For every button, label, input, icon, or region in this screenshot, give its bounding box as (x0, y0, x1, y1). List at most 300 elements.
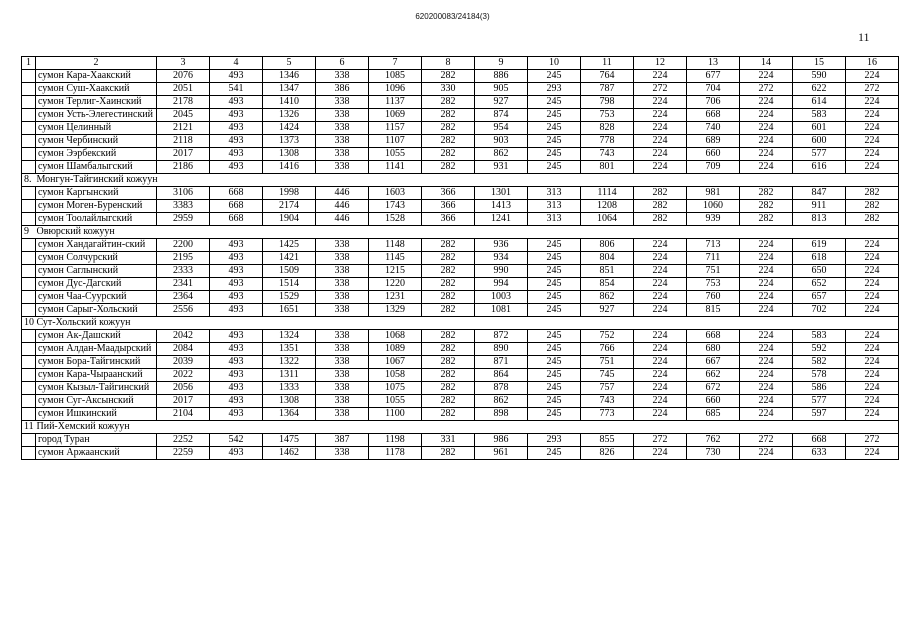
value-cell: 282 (422, 356, 475, 369)
value-cell: 1178 (369, 447, 422, 460)
value-cell: 1069 (369, 109, 422, 122)
section-row (22, 226, 899, 239)
value-cell: 245 (528, 304, 581, 317)
value-cell: 828 (581, 122, 634, 135)
value-cell: 224 (740, 161, 793, 174)
value-cell: 961 (475, 447, 528, 460)
column-number-cell: 7 (369, 57, 422, 70)
value-cell: 657 (793, 291, 846, 304)
value-cell: 224 (846, 369, 899, 382)
value-cell: 224 (740, 369, 793, 382)
value-cell: 660 (687, 395, 740, 408)
value-cell: 927 (581, 304, 634, 317)
settlement-name: сумон Алдан-Маадырский (36, 343, 157, 356)
settlement-name: сумон Кара-Хаакский (36, 70, 157, 83)
value-cell: 224 (846, 291, 899, 304)
value-cell: 872 (475, 330, 528, 343)
value-cell: 282 (740, 200, 793, 213)
value-cell: 704 (687, 83, 740, 96)
value-cell: 282 (740, 187, 793, 200)
value-cell: 1055 (369, 395, 422, 408)
value-cell: 224 (634, 122, 687, 135)
settlement-name: сумон Сарыг-Хольский (36, 304, 157, 317)
value-cell: 1064 (581, 213, 634, 226)
value-cell: 939 (687, 213, 740, 226)
value-cell: 2042 (157, 330, 210, 343)
value-cell: 650 (793, 265, 846, 278)
row-index-cell (22, 109, 36, 122)
value-cell: 245 (528, 122, 581, 135)
row-index-cell (22, 135, 36, 148)
value-cell: 773 (581, 408, 634, 421)
settlement-name: город Туран (36, 434, 157, 447)
value-cell: 1329 (369, 304, 422, 317)
row-index-cell (22, 252, 36, 265)
value-cell: 1058 (369, 369, 422, 382)
value-cell: 1364 (263, 408, 316, 421)
section-heading (22, 317, 899, 330)
value-cell: 1301 (475, 187, 528, 200)
value-cell: 338 (316, 109, 369, 122)
value-cell: 282 (422, 395, 475, 408)
value-cell: 313 (528, 213, 581, 226)
value-cell: 224 (740, 408, 793, 421)
value-cell: 282 (846, 213, 899, 226)
value-cell: 1157 (369, 122, 422, 135)
value-cell: 224 (634, 330, 687, 343)
value-cell: 730 (687, 447, 740, 460)
value-cell: 616 (793, 161, 846, 174)
value-cell: 493 (210, 135, 263, 148)
value-cell: 583 (793, 109, 846, 122)
value-cell: 3383 (157, 200, 210, 213)
value-cell: 224 (846, 135, 899, 148)
column-number-cell: 8 (422, 57, 475, 70)
value-cell: 245 (528, 252, 581, 265)
value-cell: 446 (316, 213, 369, 226)
value-cell: 224 (634, 109, 687, 122)
value-cell: 282 (422, 278, 475, 291)
value-cell: 224 (740, 70, 793, 83)
value-cell: 2084 (157, 343, 210, 356)
value-cell: 313 (528, 187, 581, 200)
value-cell: 1055 (369, 148, 422, 161)
value-cell: 1373 (263, 135, 316, 148)
value-cell: 282 (422, 96, 475, 109)
value-cell: 338 (316, 161, 369, 174)
value-cell: 493 (210, 161, 263, 174)
value-cell: 2039 (157, 356, 210, 369)
value-cell: 272 (846, 83, 899, 96)
value-cell: 1462 (263, 447, 316, 460)
value-cell: 1743 (369, 200, 422, 213)
value-cell: 224 (846, 70, 899, 83)
value-cell: 224 (846, 447, 899, 460)
value-cell: 622 (793, 83, 846, 96)
value-cell: 2252 (157, 434, 210, 447)
row-index-cell (22, 96, 36, 109)
row-index-cell (22, 408, 36, 421)
value-cell: 331 (422, 434, 475, 447)
value-cell: 338 (316, 70, 369, 83)
value-cell: 2045 (157, 109, 210, 122)
value-cell: 282 (422, 408, 475, 421)
value-cell: 282 (422, 343, 475, 356)
value-cell: 2186 (157, 161, 210, 174)
table-row (22, 382, 899, 395)
value-cell: 1651 (263, 304, 316, 317)
value-cell: 760 (687, 291, 740, 304)
value-cell: 493 (210, 369, 263, 382)
row-index-cell (22, 148, 36, 161)
value-cell: 282 (422, 252, 475, 265)
table-row (22, 291, 899, 304)
value-cell: 751 (687, 265, 740, 278)
value-cell: 854 (581, 278, 634, 291)
value-cell: 826 (581, 447, 634, 460)
settlement-name: сумон Шамбалыгский (36, 161, 157, 174)
settlement-name: сумон Дус-Дагский (36, 278, 157, 291)
value-cell: 934 (475, 252, 528, 265)
section-row (22, 317, 899, 330)
value-cell: 224 (846, 161, 899, 174)
value-cell: 224 (634, 161, 687, 174)
value-cell: 2174 (263, 200, 316, 213)
value-cell: 224 (634, 304, 687, 317)
value-cell: 1351 (263, 343, 316, 356)
section-heading (22, 174, 899, 187)
value-cell: 493 (210, 447, 263, 460)
value-cell: 614 (793, 96, 846, 109)
value-cell: 272 (634, 434, 687, 447)
value-cell: 386 (316, 83, 369, 96)
value-cell: 753 (687, 278, 740, 291)
value-cell: 2051 (157, 83, 210, 96)
value-cell: 1425 (263, 239, 316, 252)
table-row (22, 239, 899, 252)
column-number-cell: 14 (740, 57, 793, 70)
table-row (22, 278, 899, 291)
value-cell: 1421 (263, 252, 316, 265)
value-cell: 1198 (369, 434, 422, 447)
value-cell: 282 (634, 213, 687, 226)
settlement-name: сумон Кара-Чыраанский (36, 369, 157, 382)
value-cell: 1424 (263, 122, 316, 135)
value-cell: 994 (475, 278, 528, 291)
value-cell: 338 (316, 330, 369, 343)
value-cell: 224 (740, 395, 793, 408)
table-row (22, 122, 899, 135)
value-cell: 1231 (369, 291, 422, 304)
table-row (22, 434, 899, 447)
value-cell: 446 (316, 200, 369, 213)
value-cell: 224 (740, 343, 793, 356)
value-cell: 660 (687, 148, 740, 161)
value-cell: 1089 (369, 343, 422, 356)
value-cell: 577 (793, 395, 846, 408)
section-title: Овюрский кожуун (36, 226, 115, 237)
value-cell: 493 (210, 330, 263, 343)
section-heading (22, 421, 899, 434)
table-row (22, 330, 899, 343)
value-cell: 757 (581, 382, 634, 395)
settlement-name: сумон Солчурский (36, 252, 157, 265)
column-number-cell: 16 (846, 57, 899, 70)
value-cell: 905 (475, 83, 528, 96)
row-index-cell (22, 122, 36, 135)
value-cell: 245 (528, 356, 581, 369)
value-cell: 2200 (157, 239, 210, 252)
settlement-name: сумон Ээрбекский (36, 148, 157, 161)
value-cell: 366 (422, 213, 475, 226)
value-cell: 1003 (475, 291, 528, 304)
value-cell: 282 (422, 109, 475, 122)
value-cell: 680 (687, 343, 740, 356)
value-cell: 668 (687, 330, 740, 343)
value-cell: 224 (846, 109, 899, 122)
value-cell: 871 (475, 356, 528, 369)
value-cell: 662 (687, 369, 740, 382)
value-cell: 338 (316, 356, 369, 369)
value-cell: 2076 (157, 70, 210, 83)
page-number: 11 (858, 30, 870, 44)
value-cell: 282 (422, 135, 475, 148)
value-cell: 2556 (157, 304, 210, 317)
value-cell: 338 (316, 304, 369, 317)
value-cell: 282 (422, 161, 475, 174)
value-cell: 1137 (369, 96, 422, 109)
value-cell: 542 (210, 434, 263, 447)
value-cell: 668 (687, 109, 740, 122)
value-cell: 224 (846, 122, 899, 135)
value-cell: 578 (793, 369, 846, 382)
value-cell: 493 (210, 148, 263, 161)
value-cell: 1241 (475, 213, 528, 226)
table-row (22, 395, 899, 408)
column-number-cell: 2 (36, 57, 157, 70)
value-cell: 806 (581, 239, 634, 252)
row-index-cell (22, 434, 36, 447)
value-cell: 1904 (263, 213, 316, 226)
value-cell: 668 (793, 434, 846, 447)
column-number-cell: 11 (581, 57, 634, 70)
value-cell: 282 (422, 447, 475, 460)
value-cell: 1324 (263, 330, 316, 343)
value-cell: 1096 (369, 83, 422, 96)
value-cell: 927 (475, 96, 528, 109)
value-cell: 224 (634, 343, 687, 356)
value-cell: 224 (740, 278, 793, 291)
value-cell: 493 (210, 395, 263, 408)
value-cell: 713 (687, 239, 740, 252)
value-cell: 2195 (157, 252, 210, 265)
document-id: 620200083/24184(3) (415, 12, 490, 21)
column-number-cell: 6 (316, 57, 369, 70)
value-cell: 282 (422, 304, 475, 317)
value-cell: 689 (687, 135, 740, 148)
table-row (22, 109, 899, 122)
value-cell: 224 (634, 408, 687, 421)
value-cell: 590 (793, 70, 846, 83)
settlement-name: сумон Моген-Буренский (36, 200, 157, 213)
value-cell: 1100 (369, 408, 422, 421)
value-cell: 338 (316, 395, 369, 408)
row-index-cell (22, 356, 36, 369)
value-cell: 804 (581, 252, 634, 265)
value-cell: 224 (846, 395, 899, 408)
value-cell: 338 (316, 122, 369, 135)
row-index-cell (22, 161, 36, 174)
value-cell: 282 (422, 382, 475, 395)
value-cell: 224 (740, 109, 793, 122)
value-cell: 224 (740, 330, 793, 343)
value-cell: 1529 (263, 291, 316, 304)
value-cell: 619 (793, 239, 846, 252)
value-cell: 338 (316, 239, 369, 252)
row-index-cell (22, 382, 36, 395)
value-cell: 1067 (369, 356, 422, 369)
value-cell: 224 (846, 343, 899, 356)
table-row (22, 252, 899, 265)
row-index-cell (22, 278, 36, 291)
value-cell: 1060 (687, 200, 740, 213)
value-cell: 2259 (157, 447, 210, 460)
value-cell: 702 (793, 304, 846, 317)
value-cell: 224 (634, 291, 687, 304)
row-index-cell (22, 343, 36, 356)
table-row (22, 304, 899, 317)
value-cell: 366 (422, 187, 475, 200)
value-cell: 245 (528, 148, 581, 161)
settlement-name: сумон Кызыл-Тайгинский (36, 382, 157, 395)
value-cell: 583 (793, 330, 846, 343)
value-cell: 338 (316, 291, 369, 304)
value-cell: 668 (210, 213, 263, 226)
value-cell: 282 (422, 330, 475, 343)
settlement-name: сумон Усть-Элегестинский (36, 109, 157, 122)
value-cell: 1141 (369, 161, 422, 174)
column-number-cell: 3 (157, 57, 210, 70)
value-cell: 1322 (263, 356, 316, 369)
settlement-name: сумон Чербинский (36, 135, 157, 148)
value-cell: 338 (316, 343, 369, 356)
value-cell: 224 (634, 356, 687, 369)
value-cell: 586 (793, 382, 846, 395)
settlement-name: сумон Аржаанский (36, 447, 157, 460)
value-cell: 1308 (263, 395, 316, 408)
value-cell: 2333 (157, 265, 210, 278)
value-cell: 855 (581, 434, 634, 447)
row-index-cell (22, 395, 36, 408)
value-cell: 672 (687, 382, 740, 395)
value-cell: 282 (422, 148, 475, 161)
value-cell: 224 (846, 356, 899, 369)
value-cell: 272 (740, 83, 793, 96)
value-cell: 2017 (157, 148, 210, 161)
value-cell: 493 (210, 278, 263, 291)
section-title: Сут-Хольский кожуун (36, 317, 131, 328)
value-cell: 1509 (263, 265, 316, 278)
settlement-name: сумон Целинный (36, 122, 157, 135)
value-cell: 224 (634, 265, 687, 278)
table-row (22, 200, 899, 213)
value-cell: 541 (210, 83, 263, 96)
value-cell: 224 (634, 252, 687, 265)
value-cell: 493 (210, 382, 263, 395)
value-cell: 245 (528, 135, 581, 148)
value-cell: 936 (475, 239, 528, 252)
value-cell: 338 (316, 252, 369, 265)
value-cell: 245 (528, 161, 581, 174)
row-index-cell (22, 304, 36, 317)
value-cell: 282 (634, 200, 687, 213)
settlement-name: сумон Суш-Хаакский (36, 83, 157, 96)
value-cell: 245 (528, 70, 581, 83)
settlement-name: сумон Каргынский (36, 187, 157, 200)
value-cell: 245 (528, 395, 581, 408)
value-cell: 493 (210, 122, 263, 135)
value-cell: 1308 (263, 148, 316, 161)
table-row (22, 148, 899, 161)
row-index-cell (22, 213, 36, 226)
value-cell: 245 (528, 408, 581, 421)
value-cell: 2017 (157, 395, 210, 408)
value-cell: 878 (475, 382, 528, 395)
value-cell: 685 (687, 408, 740, 421)
value-cell: 245 (528, 447, 581, 460)
row-index-cell (22, 447, 36, 460)
value-cell: 847 (793, 187, 846, 200)
value-cell: 224 (740, 304, 793, 317)
value-cell: 272 (740, 434, 793, 447)
value-cell: 282 (634, 187, 687, 200)
value-cell: 752 (581, 330, 634, 343)
column-number-row (22, 57, 899, 70)
table-row (22, 213, 899, 226)
value-cell: 582 (793, 356, 846, 369)
row-index-cell (22, 369, 36, 382)
value-cell: 493 (210, 408, 263, 421)
value-cell: 778 (581, 135, 634, 148)
value-cell: 224 (740, 382, 793, 395)
value-cell: 493 (210, 109, 263, 122)
value-cell: 338 (316, 148, 369, 161)
value-cell: 1416 (263, 161, 316, 174)
value-cell: 245 (528, 343, 581, 356)
column-number-cell: 4 (210, 57, 263, 70)
value-cell: 2104 (157, 408, 210, 421)
value-cell: 338 (316, 447, 369, 460)
value-cell: 745 (581, 369, 634, 382)
column-number-cell: 9 (475, 57, 528, 70)
value-cell: 282 (740, 213, 793, 226)
value-cell: 224 (634, 382, 687, 395)
value-cell: 224 (634, 96, 687, 109)
value-cell: 282 (422, 265, 475, 278)
value-cell: 1311 (263, 369, 316, 382)
value-cell: 446 (316, 187, 369, 200)
settlement-name: сумон Бора-Тайгинский (36, 356, 157, 369)
value-cell: 224 (846, 96, 899, 109)
value-cell: 224 (740, 239, 793, 252)
value-cell: 1346 (263, 70, 316, 83)
section-title: Пий-Хемский кожуун (36, 421, 130, 432)
value-cell: 224 (846, 408, 899, 421)
value-cell: 711 (687, 252, 740, 265)
value-cell: 282 (846, 187, 899, 200)
value-cell: 801 (581, 161, 634, 174)
value-cell: 931 (475, 161, 528, 174)
